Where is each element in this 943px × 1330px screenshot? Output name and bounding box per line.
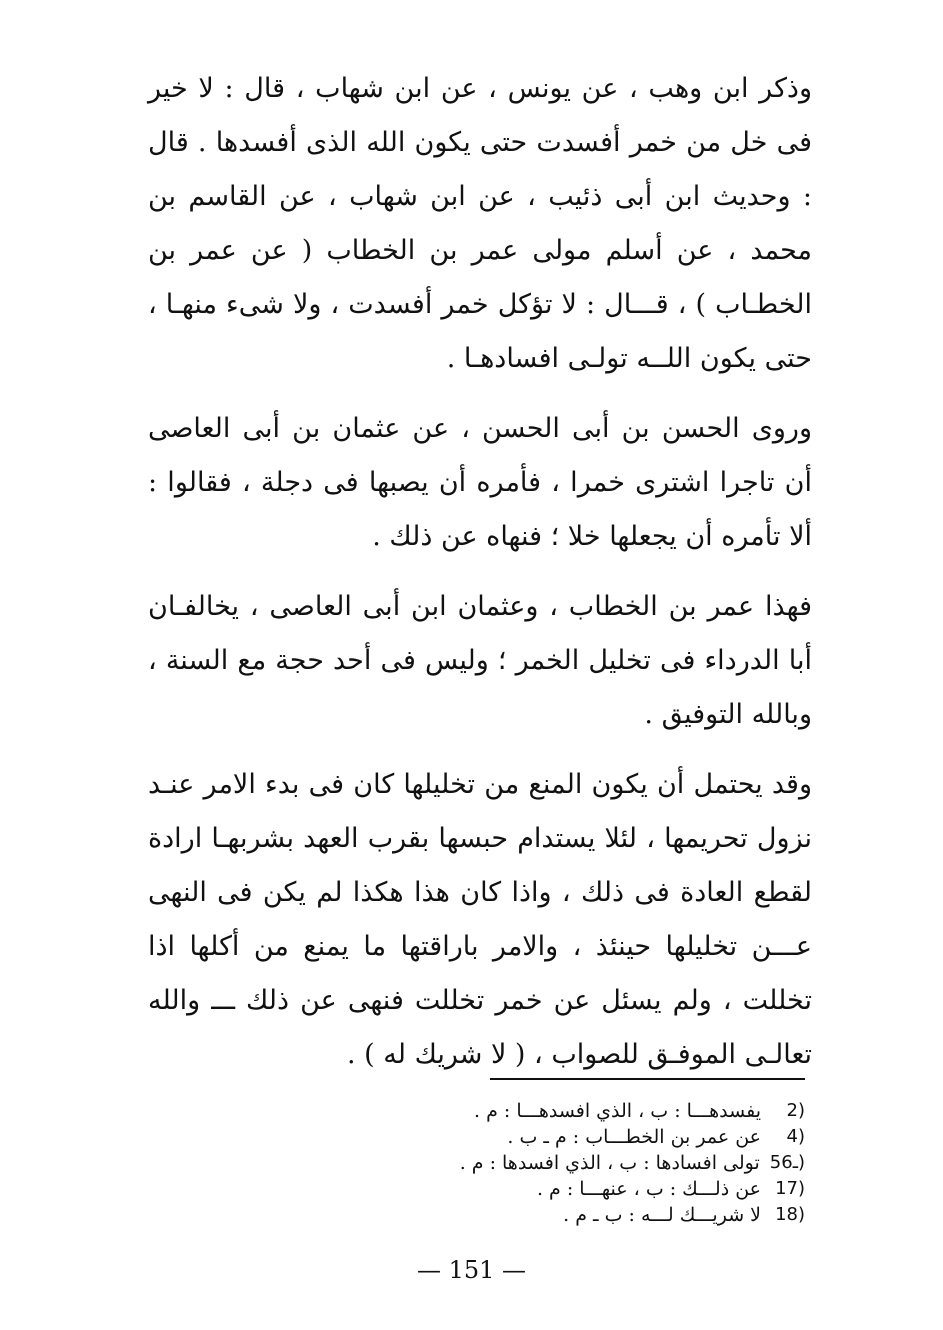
main-text — [148, 62, 812, 1082]
paragraph-2: وروى الحسن بن أبى الحسن ، عن عثمان بن أبى العاصى أن تاجرا اشترى خمرا ، فأمره أن يصبها فى دجلة ، فقالوا : ألا تأمره أن يجعلها خلا ؛ فنهاه عن ذلك . — [148, 413, 812, 552]
footnote — [380, 1202, 805, 1228]
footnote-text: عن ذلـــك : ب ، عنهـــا : م . — [536, 1178, 761, 1200]
footnote-number: 5ـ6) — [769, 1152, 805, 1173]
paragraph-1: وذكر ابن وهب ، عن يونس ، عن ابن شهاب ، قال : لا خير فى خل من خمر أفسدت حتى يكون الله الذى أفسدها . قال : وحديث ابن أبى ذئيب ، عن ابن شهاب ، عن القاسم بن محمد ، عن أسلم مولى عمر بن الخطاب ( عن عمر بن الخطـاب ) ، قـــال : لا تؤكل خمر أفسدت ، ولا شىء منهـا ، حتى يكون اللــه تولـى افسادهـا . — [148, 73, 812, 374]
footnote-text: لا شريـــك لـــه : ب ـ م . — [563, 1204, 761, 1226]
footnote-number: 18) — [775, 1204, 805, 1225]
paragraph-3: فهذا عمر بن الخطاب ، وعثمان ابن أبى العاصى ، يخالفـان أبا الدرداء فى تخليل الخمر ؛ وليس فى أحد حجة مع السنة ، وبالله التوفيق . — [148, 591, 812, 730]
footnote — [380, 1098, 805, 1124]
footnote-text: عن عمر بن الخطـــاب : م ـ ب . — [507, 1126, 761, 1148]
footnote — [380, 1124, 805, 1150]
footnotes — [380, 1098, 805, 1228]
footnote-text: تولى افسادها : ب ، الذي افسدها : م . — [459, 1152, 760, 1174]
paragraph-4: وقد يحتمل أن يكون المنع من تخليلها كان فى بدء الامر عنـد نزول تحريمها ، لئلا يستدام حبسها بقرب العهد بشربهـا ارادة لقطع العادة فى ذلك ، واذا كان هذا هكذا لم يكن فى النهى عـــن تخليلها حينئذ ، والامر باراقتها ما يمنع من أكلها اذا تخللت ، ولم يسئل عن خمر تخللت فنهى عن ذلك ـــ والله تعالـى الموفـق للصواب ، ( لا شريك له ) . — [148, 769, 812, 1070]
footnote-number: 2) — [786, 1100, 805, 1121]
footnote — [380, 1176, 805, 1202]
footnote — [380, 1150, 805, 1176]
footnote-text: يفسدهـــا : ب ، الذي افسدهـــا : م . — [474, 1100, 761, 1122]
footnote-number: 4) — [786, 1126, 805, 1147]
footnote-divider — [490, 1078, 805, 1080]
footnote-number: 17) — [775, 1178, 805, 1199]
page-number: — 151 — — [416, 1256, 527, 1284]
